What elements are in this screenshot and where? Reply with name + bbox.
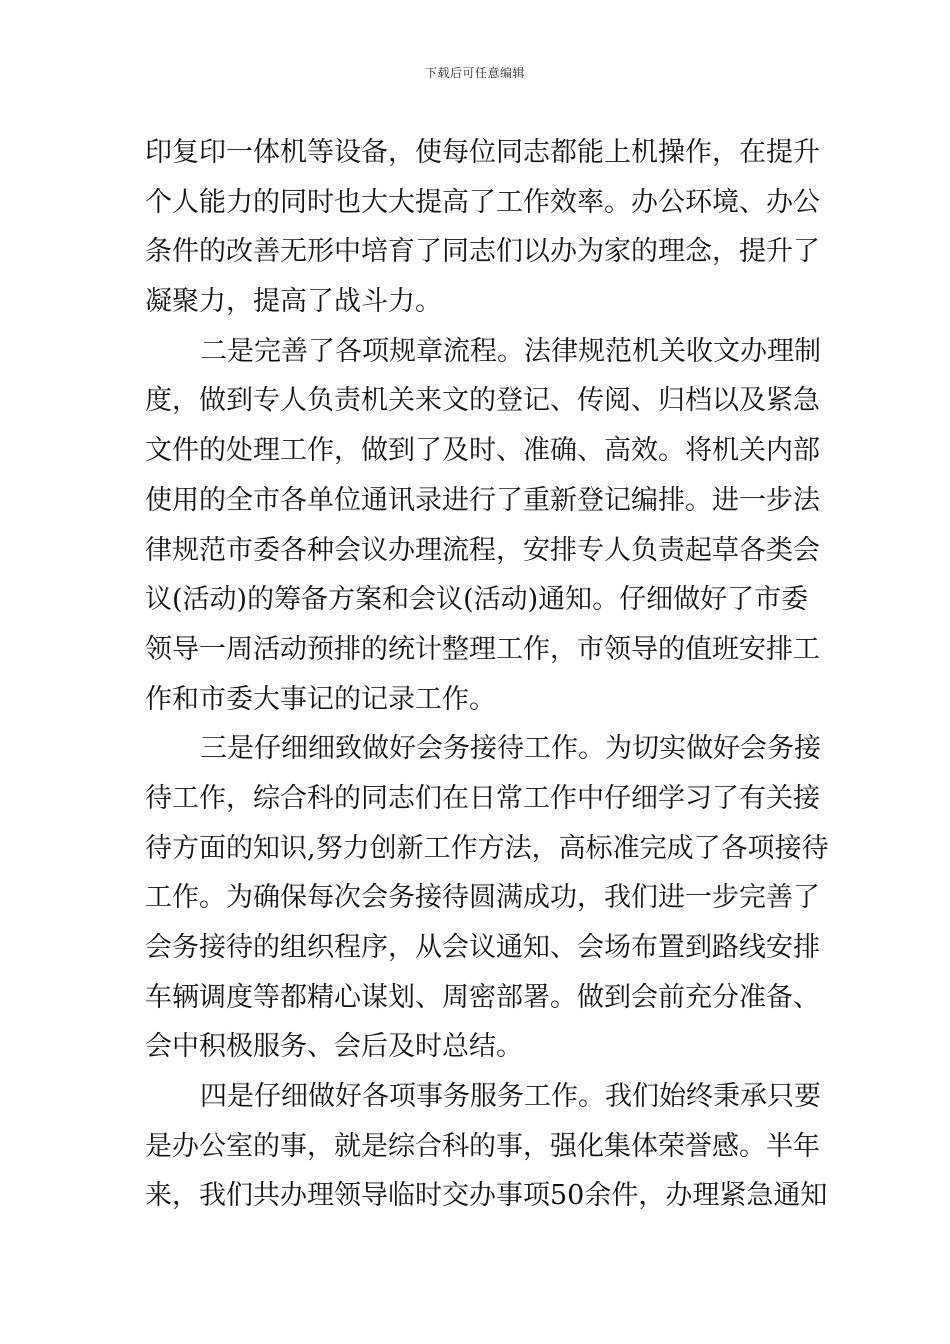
text-line: 议(活动)的筹备方案和会议(活动)通知。仔细做好了市委	[145, 584, 809, 616]
text-line: 是办公室的事，就是综合科的事，强化集体荣誉感。半年	[145, 1130, 820, 1162]
text-line: 工作。为确保每次会务接待圆满成功，我们进一步完善了	[145, 882, 820, 914]
text-line: 车辆调度等都精心谋划、周密部署。做到会前充分准备、	[145, 981, 820, 1013]
text-line: 来，我们共办理领导临时交办事项50余件，办理紧急通知	[145, 1180, 828, 1212]
text-line: 会中积极服务、会后及时总结。	[145, 1031, 523, 1063]
text-line: 凝聚力，提高了战斗力。	[145, 286, 442, 318]
text-line: 度，做到专人负责机关来文的登记、传阅、归档以及紧急	[145, 385, 820, 417]
text-line: 印复印一体机等设备，使每位同志都能上机操作，在提升	[145, 137, 820, 168]
text-line: 作和市委大事记的记录工作。	[145, 683, 496, 715]
text-line: 领导一周活动预排的统计整理工作，市领导的值班安排工	[145, 633, 820, 665]
paragraph-first-line: 三是仔细细致做好会务接待工作。为切实做好会务接	[200, 733, 821, 765]
text-line: 会务接待的组织程序，从会议通知、会场布置到路线安排	[145, 932, 820, 963]
text-line: 待方面的知识,努力创新工作方法，高标准完成了各项接待	[145, 832, 829, 864]
text-line: 条件的改善无形中培育了同志们以办为家的理念，提升了	[145, 236, 820, 268]
text-line: 待工作，综合科的同志们在日常工作中仔细学习了有关接	[145, 782, 820, 814]
paragraph-first-line: 二是完善了各项规章流程。法律规范机关收文办理制	[200, 335, 821, 367]
text-line: 律规范市委各种会议办理流程，安排专人负责起草各类会	[145, 534, 820, 566]
text-line: 使用的全市各单位通讯录进行了重新登记编排。进一步法	[145, 484, 820, 516]
page-header: 下载后可任意编辑	[424, 66, 525, 80]
body-text	[145, 128, 829, 1221]
paragraph-first-line: 四是仔细做好各项事务服务工作。我们始终秉承只要	[200, 1081, 821, 1113]
text-line: 个人能力的同时也大大提高了工作效率。办公环境、办公	[145, 186, 820, 218]
text-line: 文件的处理工作，做到了及时、准确、高效。将机关内部	[145, 435, 820, 467]
